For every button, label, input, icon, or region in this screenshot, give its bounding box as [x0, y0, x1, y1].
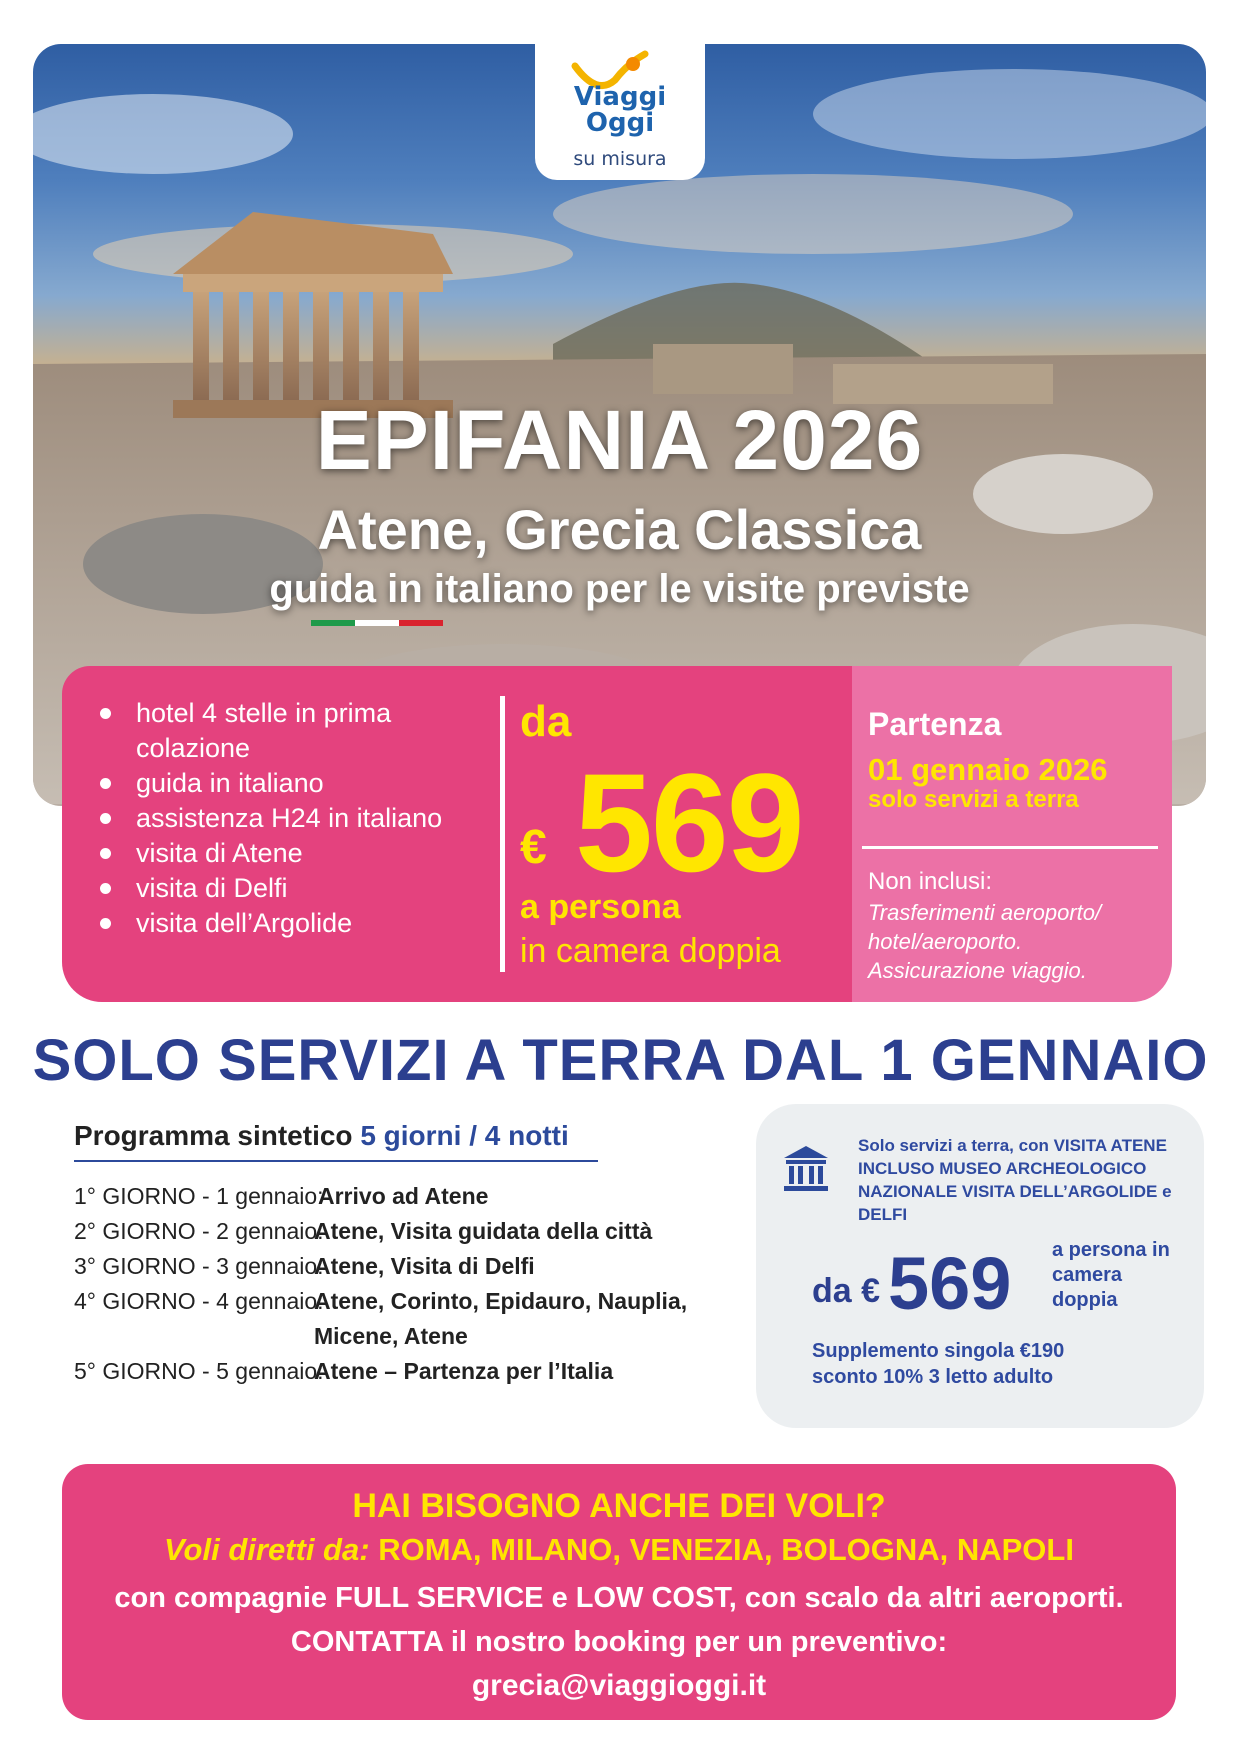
logo-line-1: Viaggi: [573, 82, 667, 112]
includes-list: [92, 696, 496, 941]
hero-tagline: guida in italiano per le visite previste: [269, 567, 970, 611]
program-row: 5° GIORNO - 5 gennaio: Atene – Partenza per l’Italia: [74, 1358, 614, 1384]
contact-email-link[interactable]: grecia@viaggioggi.it: [471, 1669, 767, 1702]
direct-flights: Voli diretti da: ROMA, MILANO, VENEZIA, BOLOGNA, NAPOLI: [164, 1532, 1074, 1567]
list-item: visita di Delfi: [92, 871, 496, 906]
hero-title: EPIFANIA 2026: [315, 393, 924, 487]
departure-label: Partenza: [868, 706, 1002, 742]
excluded-label: Non inclusi:: [868, 868, 993, 895]
summary-text: Solo servizi a terra, con VISITA ATENE INCLUSO MUSEO ARCHEOLOGICO NAZIONALE VISITA DELL’ARGOLIDE e DELFI: [858, 1136, 1172, 1224]
program-row: 3° GIORNO - 3 gennaio: Atene, Visita di Delfi: [74, 1253, 535, 1279]
list-item: assistenza H24 in italiano: [92, 801, 496, 836]
departure-note: solo servizi a terra: [868, 786, 1079, 813]
excluded-text: Trasferimenti aeroporto/ hotel/aeroporto. Assicurazione viaggio.: [868, 900, 1102, 983]
divider: [862, 846, 1158, 849]
airlines-note: con compagnie FULL SERVICE e LOW COST, con scalo da altri aeroporti.: [114, 1582, 1124, 1614]
list-item: guida in italiano: [92, 766, 496, 801]
list-item: hotel 4 stelle in prima colazione: [92, 696, 496, 766]
price-value: 569: [575, 744, 803, 901]
flights-question: HAI BISOGNO ANCHE DEI VOLI?: [352, 1487, 886, 1525]
divider: [500, 696, 505, 972]
program-row: 2° GIORNO - 2 gennaio: Atene, Visita guidata della città: [74, 1218, 653, 1244]
program-duration: 5 giorni / 4 notti: [360, 1120, 569, 1151]
viaggi-oggi-logo[interactable]: [535, 44, 705, 180]
summary-price-prefix: da €: [812, 1272, 881, 1310]
divider: [74, 1160, 598, 1162]
program-row-continued: Micene, Atene: [314, 1323, 468, 1349]
program-row: 1° GIORNO - 1 gennaio: Arrivo ad Atene: [74, 1183, 489, 1209]
museum-icon: [782, 1144, 830, 1192]
price-prefix: da: [520, 697, 572, 746]
hero-subtitle: Atene, Grecia Classica: [317, 498, 922, 561]
section-headline: SOLO SERVIZI A TERRA DAL 1 GENNAIO: [32, 1028, 1209, 1093]
price-per-person: a persona: [520, 888, 681, 926]
summary-per-person: a persona in camera doppia: [1052, 1239, 1170, 1311]
program-title: Programma sintetico 5 giorni / 4 notti: [74, 1120, 569, 1151]
list-item: visita di Atene: [92, 836, 496, 871]
program-row: 4° GIORNO - 4 gennaio: Atene, Corinto, Epidauro, Nauplia,: [74, 1288, 688, 1314]
list-item: visita dell’Argolide: [92, 906, 496, 941]
logo-line-2: Oggi: [585, 108, 655, 138]
contact-note: CONTATTA il nostro booking per un preventivo:: [290, 1626, 948, 1658]
single-supplement: Supplemento singola €190: [812, 1340, 1065, 1362]
logo-line-3: su misura: [573, 148, 667, 170]
departure-date: 01 gennaio 2026: [868, 752, 1108, 787]
price-room: in camera doppia: [520, 932, 781, 970]
price-currency: €: [520, 821, 547, 874]
third-bed-discount: sconto 10% 3 letto adulto: [812, 1366, 1054, 1388]
summary-price: 569: [888, 1242, 1012, 1325]
italian-flag-stripe: [311, 620, 443, 626]
